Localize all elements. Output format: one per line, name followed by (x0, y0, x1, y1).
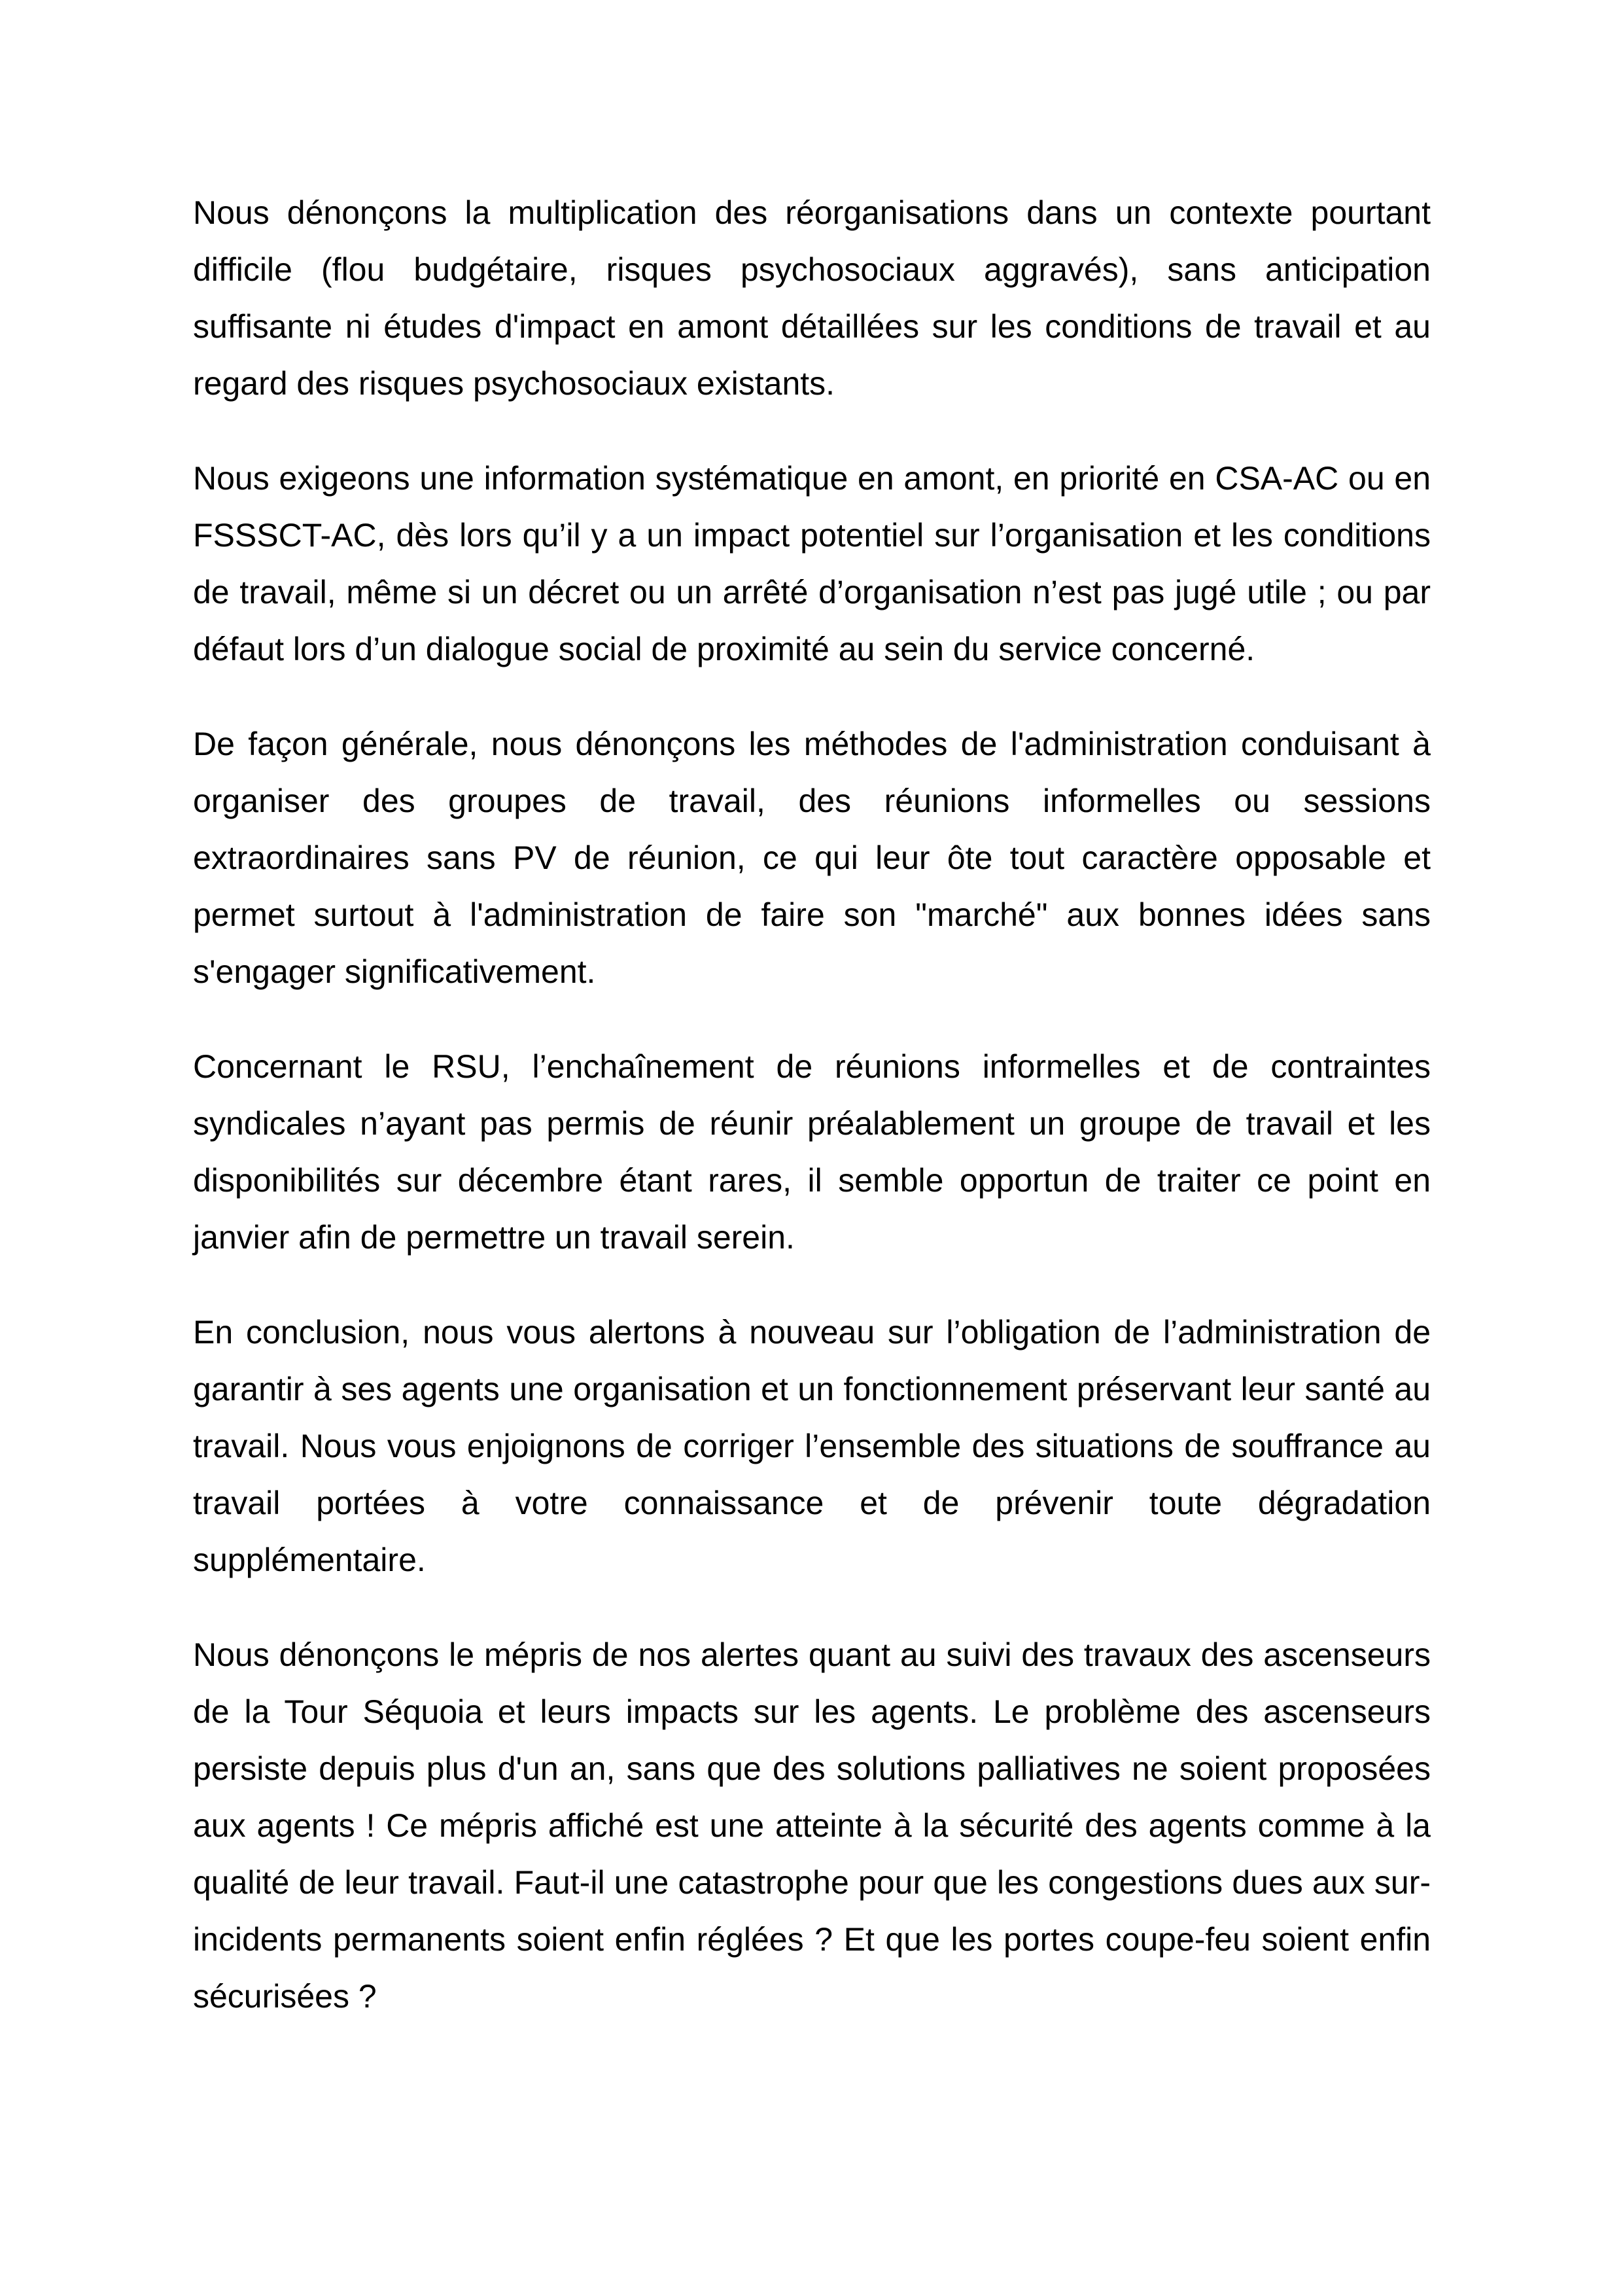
paragraph-methodes-administration: De façon générale, nous dénonçons les méthodes de l'administration conduisant à organiser des groupes de travail, des réunions informelles ou sessions extraordinaires sans PV de réunion, ce qui leur ôte tout caractère opposable et permet surtout à l'administration de faire son "marché" aux bonnes idées sans s'engager significativement. (193, 726, 1431, 990)
paragraph-reorganisations: Nous dénonçons la multiplication des réorganisations dans un contexte pourtant difficile (flou budgétaire, risques psychosociaux aggravés), sans anticipation suffisante ni études d'impact en amont détaillées sur les conditions de travail et au regard des risques psychosociaux existants. (193, 194, 1431, 402)
paragraph-rsu: Concernant le RSU, l’enchaînement de réunions informelles et de contraintes syndicales n’ayant pas permis de réunir préalablement un groupe de travail et les disponibilités sur décembre étant rares, il semble opportun de traiter ce point en janvier afin de permettre un travail serein. (193, 1048, 1431, 1256)
paragraph-information-systematique: Nous exigeons une information systématique en amont, en priorité en CSA-AC ou en FSSSCT-AC, dès lors qu’il y a un impact potentiel sur l’organisation et les conditions de travail, même si un décret ou un arrêté d’organisation n’est pas jugé utile ; ou par défaut lors d’un dialogue social de proximité au sein du service concerné. (193, 460, 1431, 667)
paragraph-ascenseurs-tour-sequoia: Nous dénonçons le mépris de nos alertes quant au suivi des travaux des ascenseurs de la Tour Séquoia et leurs impacts sur les agents. Le problème des ascenseurs persiste depuis plus d'un an, sans que des solutions palliatives ne soient proposées aux agents ! Ce mépris affiché est une atteinte à la sécurité des agents comme à la qualité de leur travail. Faut-il une catastrophe pour que les congestions dues aux sur-incidents permanents soient enfin réglées ? Et que les portes coupe-feu soient enfin sécurisées ? (193, 1636, 1431, 2015)
paragraph-conclusion: En conclusion, nous vous alertons à nouveau sur l’obligation de l’administration de garantir à ses agents une organisation et un fonctionnement préservant leur santé au travail. Nous vous enjoignons de corriger l’ensemble des situations de souffrance au travail portées à votre connaissance et de prévenir toute dégradation supplémentaire. (193, 1314, 1431, 1578)
